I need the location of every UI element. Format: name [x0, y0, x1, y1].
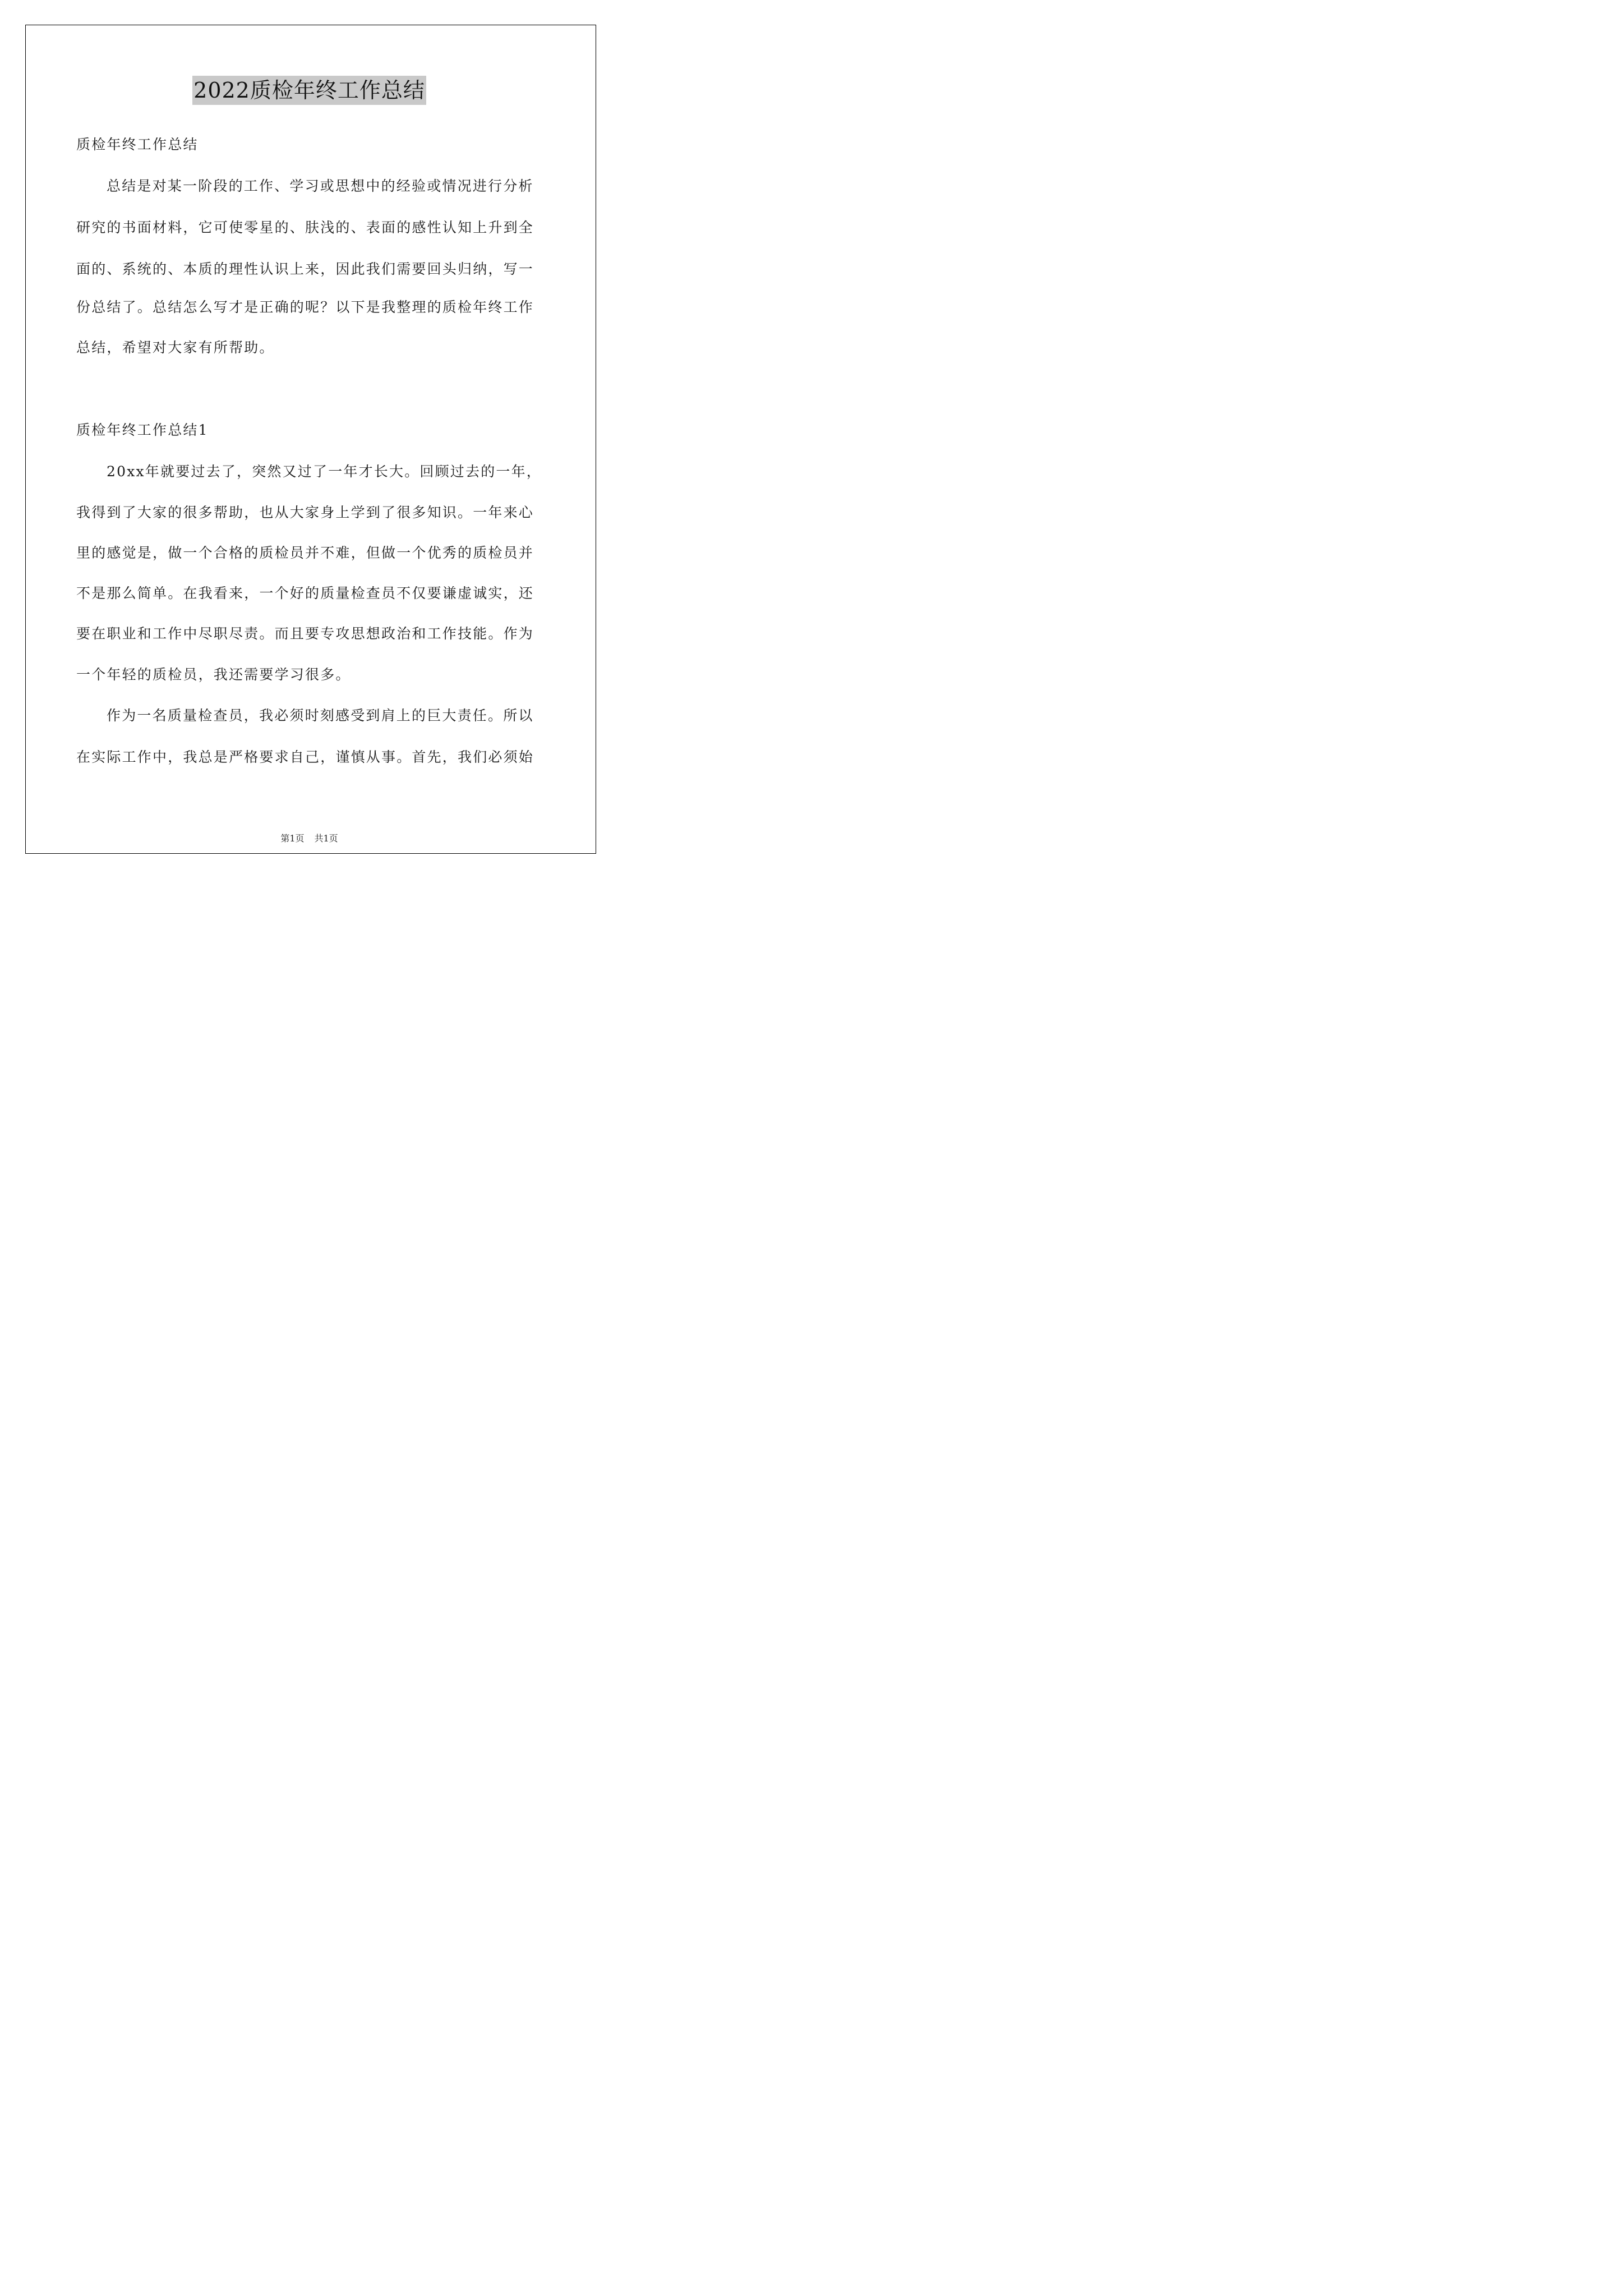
section-1-para-1-line: 里的感觉是，做一个合格的质检员并不难，但做一个优秀的质检员并 — [76, 545, 534, 561]
section-1-para-1-line: 要在职业和工作中尽职尽责。而且要专攻思想政治和工作技能。作为 — [76, 625, 534, 642]
section-1-para-1-line: 我得到了大家的很多帮助，也从大家身上学到了很多知识。一年来心 — [76, 504, 534, 521]
intro-line: 面的、系统的、本质的理性认识上来，因此我们需要回头归纳，写一 — [76, 261, 534, 277]
section-1-para-2-line: 在实际工作中，我总是严格要求自己，谨慎从事。首先，我们必须始 — [76, 749, 534, 765]
intro-line: 总结是对某一阶段的工作、学习或思想中的经验或情况进行分析 — [107, 178, 534, 194]
page-total: 共1页 — [314, 833, 338, 844]
intro-line: 研究的书面材料，它可使零星的、肤浅的、表面的感性认知上升到全 — [76, 219, 534, 236]
title-container — [0, 76, 619, 105]
section-1-para-2-line: 作为一名质量检查员，我必须时刻感受到肩上的巨大责任。所以 — [107, 707, 534, 724]
intro-line: 总结，希望对大家有所帮助。 — [76, 339, 275, 356]
section-1-para-1-line: 不是那么简单。在我看来，一个好的质量检查员不仅要谦虚诚实，还 — [76, 585, 534, 601]
section-1-para-1-line: 20xx年就要过去了，突然又过了一年才长大。回顾过去的一年， — [107, 463, 542, 480]
intro-line: 份总结了。总结怎么写才是正确的呢？以下是我整理的质检年终工作 — [76, 299, 534, 315]
page-footer — [0, 833, 619, 844]
section-1-para-1-line: 一个年轻的质检员，我还需要学习很多。 — [76, 666, 351, 683]
page-number: 第1页 — [280, 833, 305, 844]
document-title: 2022质检年终工作总结 — [192, 76, 426, 105]
section-1-heading: 质检年终工作总结1 — [76, 422, 209, 438]
intro-heading: 质检年终工作总结 — [76, 136, 199, 153]
